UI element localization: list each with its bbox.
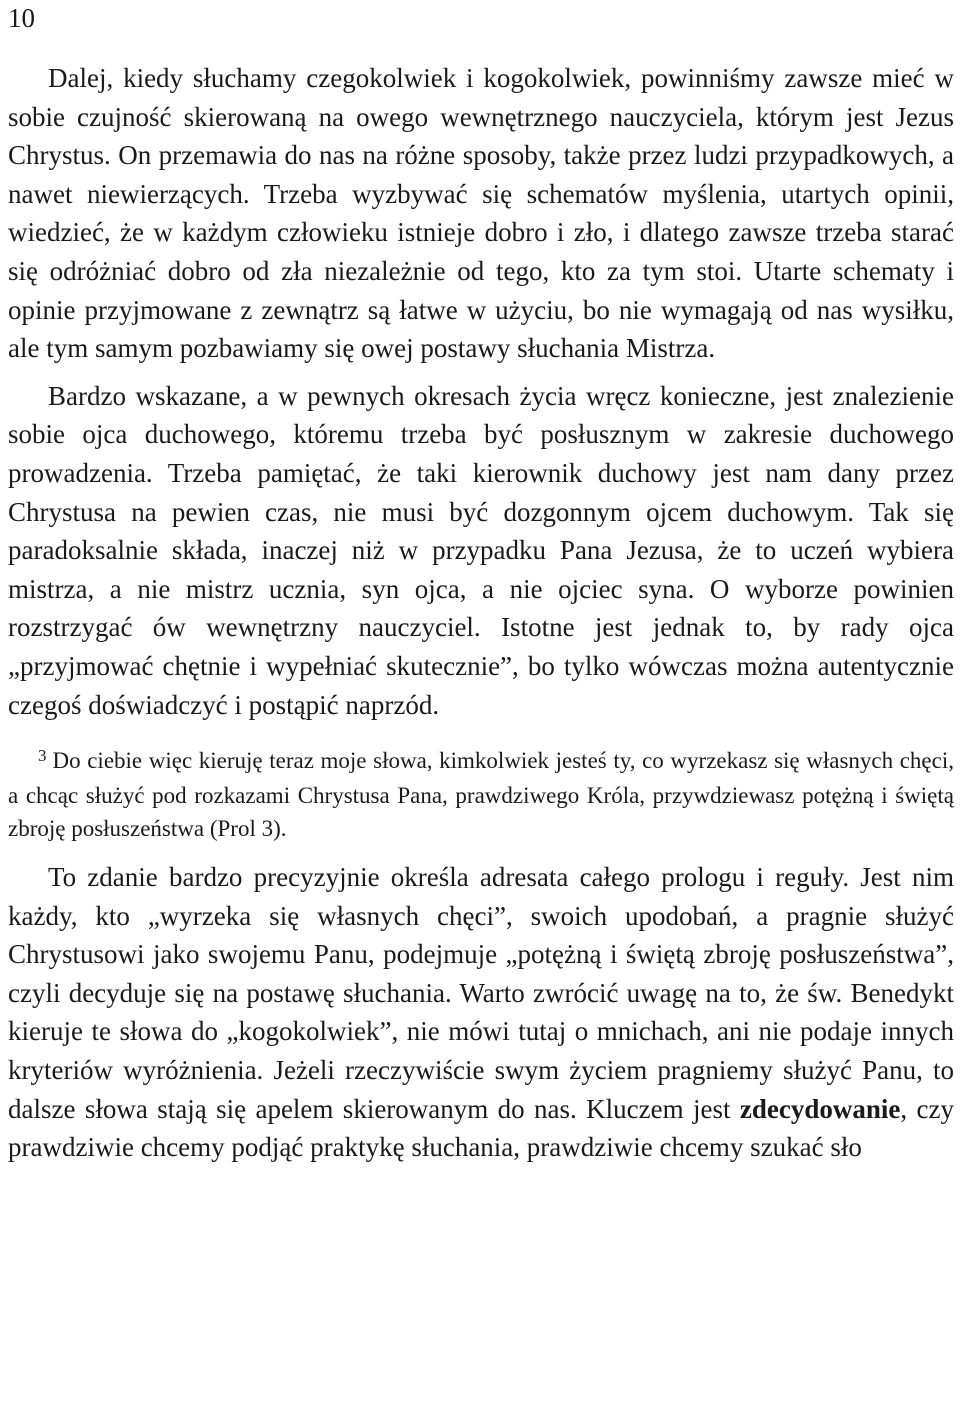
page-number: 10 [8,3,35,33]
rule-quote-prol-3 [8,744,954,845]
paragraph-addressee-text-end: , czy prawdziwie chcemy podjąć praktykę słuchania, prawdziwie chcemy szukać sło [8,1093,954,1163]
paragraph-addressee [8,858,954,1167]
page-body [8,59,954,1167]
verse-number: 3 [38,746,47,766]
paragraph-listening: Dalej, kiedy słuchamy czegokolwiek i kogokolwiek, powinniśmy zawsze mieć w sobie czujność skierowaną na owego wewnętrznego nauczyciela, którym jest Jezus Chrystus. On przemawia do nas na różne sposoby, także przez ludzi przypadkowych, a nawet niewierzących. Trzeba wyzbywać się schematów myślenia, utartych opinii, wiedzieć, że w każdym człowieku istnieje dobro i zło, i dlatego zawsze trzeba starać się odróżniać dobro od zła niezależnie od tego, kto za tym stoi. Utarte schematy i opinie przyjmowane z zewnątrz są łatwe w użyciu, bo nie wymagają od nas wysiłku, ale tym samym pozbawiamy się owej postawy słuchania Mistrza. [8,63,954,364]
paragraph-spiritual-father: Bardzo wskazane, a w pewnych okresach życia wręcz konieczne, jest znalezienie sobie ojca duchowego, któremu trzeba być posłusznym w zakresie duchowego prowadzenia. Trzeba pamiętać, że taki kierownik duchowy jest nam dany przez Chrystusa na pewien czas, nie musi być dozgonnym ojcem duchowym. Tak się paradoksalnie składa, inaczej niż w przypadku Pana Jezusa, że to uczeń wybiera mistrza, a nie mistrz ucznia, syn ojca, a nie ojciec syna. O wyborze powinien rozstrzygać ów wewnętrzny nauczyciel. Istotne jest jednak to, by rady ojca „przyjmować chętnie i wypełniać skutecznie”, bo tylko wówczas można autentycznie czegoś doświadczyć i postąpić naprzód. [8,380,954,720]
quote-text: Do ciebie więc kieruję teraz moje słowa, kimkolwiek jesteś ty, co wyrzekasz się własnych chęci, a chcąc służyć pod rozkazami Chrystusa Pana, prawdziwego Króla, przywdziewasz potężną i świętą zbroję posłuszeństwa (Prol 3). [8,748,954,842]
paragraph-addressee-text: To zdanie bardzo precyzyjnie określa adresata całego prologu i reguły. Jest nim każdy, kto „wyrzeka się własnych chęci”, swoich upodobań, a pragnie służyć Chrystusowi jako swojemu Panu, podejmuje „potężną i świętą zbroję posłuszeństwa”, czyli decyduje się na postawę słuchania. Warto zwrócić uwagę na to, że św. Benedykt kieruje te słowa do „kogokolwiek”, nie mówi tutaj o mnichach, ani nie podaje innych kryteriów wyróżnienia. Jeżeli rzeczywiście swym życiem pragniemy służyć Panu, to dalsze słowa stają się apelem skierowanym do nas. Kluczem jest [8,862,954,1124]
emphasis-decisiveness: zdecydowanie [739,1093,901,1124]
